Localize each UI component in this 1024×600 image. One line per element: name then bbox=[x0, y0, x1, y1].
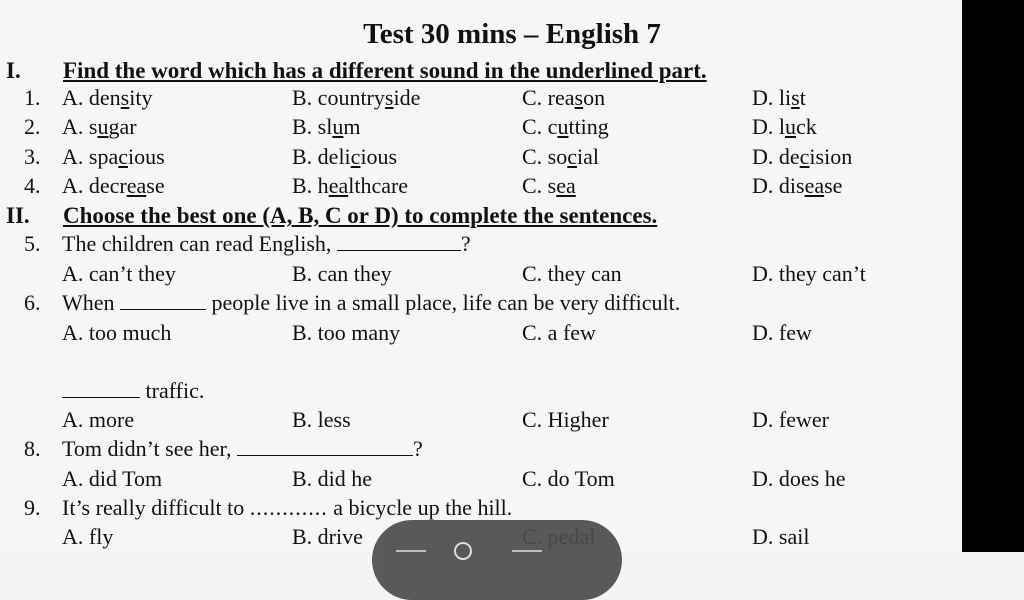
question-text-after: people live in a small place, life can be very difficult. bbox=[206, 290, 681, 315]
question-text bbox=[62, 495, 512, 521]
option-a[interactable] bbox=[62, 144, 165, 170]
option-c[interactable]: C. do Tom bbox=[522, 466, 615, 491]
option-text: B. deli bbox=[292, 144, 351, 169]
option-text: ious bbox=[360, 144, 398, 169]
option-a[interactable] bbox=[62, 173, 165, 199]
question-text-after: a bicycle up the hill. bbox=[327, 495, 513, 520]
option-d[interactable]: D. few bbox=[752, 320, 812, 345]
question-number: 4. bbox=[24, 173, 41, 198]
question-number: 8. bbox=[24, 436, 41, 461]
option-b[interactable]: B. too many bbox=[292, 320, 401, 345]
option-c[interactable] bbox=[522, 144, 599, 170]
answer-blank bbox=[237, 437, 413, 456]
underlined-letters: ea bbox=[126, 173, 147, 198]
question-text bbox=[62, 231, 471, 257]
option-text: tting bbox=[568, 114, 609, 139]
screen-edge-bar bbox=[962, 0, 1024, 552]
question-number: 1. bbox=[24, 85, 41, 110]
underlined-letters: c bbox=[799, 144, 810, 169]
underlined-letters: c bbox=[118, 144, 128, 169]
section-1-instruction: Find the word which has a different sound in the underlined part. bbox=[63, 58, 707, 83]
question-text-before: Tom didn’t see her, bbox=[62, 436, 237, 461]
answer-dots: ............ bbox=[249, 495, 328, 520]
underlined-letters: ea bbox=[804, 173, 825, 198]
option-text: C. rea bbox=[522, 85, 575, 110]
question-text bbox=[62, 436, 423, 462]
option-d[interactable]: D. sail bbox=[752, 524, 810, 549]
option-text: D. l bbox=[752, 114, 785, 139]
option-text: m bbox=[343, 114, 361, 139]
option-d[interactable]: D. does he bbox=[752, 466, 846, 491]
answer-blank bbox=[120, 291, 206, 310]
zoom-icon[interactable] bbox=[454, 542, 472, 560]
option-text: lthcare bbox=[348, 173, 409, 198]
underlined-letters: c bbox=[350, 144, 361, 169]
option-text: se bbox=[824, 173, 843, 198]
option-text: ity bbox=[129, 85, 153, 110]
question-text-before: When bbox=[62, 290, 121, 315]
option-text: B. country bbox=[292, 85, 385, 110]
question-text-continued bbox=[62, 378, 204, 404]
option-text: ious bbox=[127, 144, 165, 169]
page-title: Test 30 mins – English 7 bbox=[363, 18, 661, 50]
option-text: A. den bbox=[62, 85, 121, 110]
option-b[interactable]: B. can they bbox=[292, 261, 392, 286]
question-text-after: traffic. bbox=[140, 378, 205, 403]
option-a[interactable] bbox=[62, 114, 137, 140]
option-text: se bbox=[146, 173, 165, 198]
option-a[interactable]: A. more bbox=[62, 407, 135, 432]
option-b[interactable]: B. did he bbox=[292, 466, 373, 491]
answer-blank bbox=[337, 232, 461, 251]
option-text: ck bbox=[796, 114, 817, 139]
section-2-instruction: Choose the best one (A, B, C or D) to complete the sentences. bbox=[63, 203, 658, 228]
option-c[interactable]: C. Higher bbox=[522, 407, 609, 432]
option-d[interactable]: D. they can’t bbox=[752, 261, 866, 286]
option-b[interactable]: B. drive bbox=[292, 524, 363, 549]
option-text: D. li bbox=[752, 85, 792, 110]
question-number: 3. bbox=[24, 144, 41, 169]
answer-blank bbox=[62, 379, 140, 398]
option-text: A. s bbox=[62, 114, 98, 139]
option-c[interactable]: C. a few bbox=[522, 320, 596, 345]
option-b[interactable] bbox=[292, 173, 408, 199]
option-a[interactable]: A. fly bbox=[62, 524, 114, 549]
option-text: C. so bbox=[522, 144, 568, 169]
option-d[interactable] bbox=[752, 114, 817, 140]
underlined-letters: s bbox=[791, 85, 800, 110]
option-text: D. de bbox=[752, 144, 800, 169]
option-b[interactable] bbox=[292, 85, 420, 111]
option-c[interactable] bbox=[522, 114, 609, 140]
option-d[interactable]: D. fewer bbox=[752, 407, 829, 432]
option-c[interactable] bbox=[522, 173, 576, 199]
underlined-letters: s bbox=[384, 85, 394, 110]
option-text: ide bbox=[393, 85, 421, 110]
option-b[interactable] bbox=[292, 144, 397, 170]
question-number: 6. bbox=[24, 290, 41, 315]
option-text: B. sl bbox=[292, 114, 333, 139]
underlined-letters: u bbox=[557, 114, 569, 139]
underlined-letters: u bbox=[332, 114, 344, 139]
option-text: C. s bbox=[522, 173, 557, 198]
option-text: gar bbox=[108, 114, 137, 139]
underlined-letters: s bbox=[574, 85, 584, 110]
underlined-letters: c bbox=[567, 144, 578, 169]
underlined-letters: ea bbox=[556, 173, 576, 198]
section-1-number: I. bbox=[6, 58, 21, 83]
question-text-after: ? bbox=[412, 436, 423, 461]
underlined-letters: s bbox=[120, 85, 130, 110]
option-text: ial bbox=[577, 144, 600, 169]
section-2-number: II. bbox=[6, 203, 30, 228]
option-d[interactable] bbox=[752, 85, 806, 111]
option-a[interactable]: A. did Tom bbox=[62, 466, 163, 491]
option-text: on bbox=[583, 85, 606, 110]
option-b[interactable]: B. less bbox=[292, 407, 351, 432]
option-d[interactable] bbox=[752, 144, 852, 170]
option-text: D. dis bbox=[752, 173, 805, 198]
option-b[interactable] bbox=[292, 114, 360, 140]
option-a[interactable]: A. too much bbox=[62, 320, 172, 345]
option-c[interactable] bbox=[522, 85, 605, 111]
question-number: 5. bbox=[24, 231, 41, 256]
option-text: A. spa bbox=[62, 144, 119, 169]
question-text-before: It’s really difficult to bbox=[62, 495, 250, 520]
option-d[interactable] bbox=[752, 173, 842, 199]
underlined-letters: u bbox=[785, 114, 796, 139]
option-text: ision bbox=[809, 144, 853, 169]
question-text-after: ? bbox=[460, 231, 471, 256]
question-text bbox=[62, 290, 680, 316]
option-a[interactable] bbox=[62, 85, 152, 111]
option-c[interactable]: C. they can bbox=[522, 261, 622, 286]
underlined-letters: u bbox=[97, 114, 109, 139]
option-a[interactable]: A. can’t they bbox=[62, 261, 176, 286]
question-number: 2. bbox=[24, 114, 41, 139]
option-text: t bbox=[799, 85, 806, 110]
floating-toolbar[interactable] bbox=[372, 520, 622, 600]
question-text-before: The children can read English, bbox=[62, 231, 337, 256]
underlined-letters: ea bbox=[328, 173, 349, 198]
option-text: B. h bbox=[292, 173, 329, 198]
option-text: C. c bbox=[522, 114, 558, 139]
question-number: 9. bbox=[24, 495, 41, 520]
option-text: A. decr bbox=[62, 173, 127, 198]
